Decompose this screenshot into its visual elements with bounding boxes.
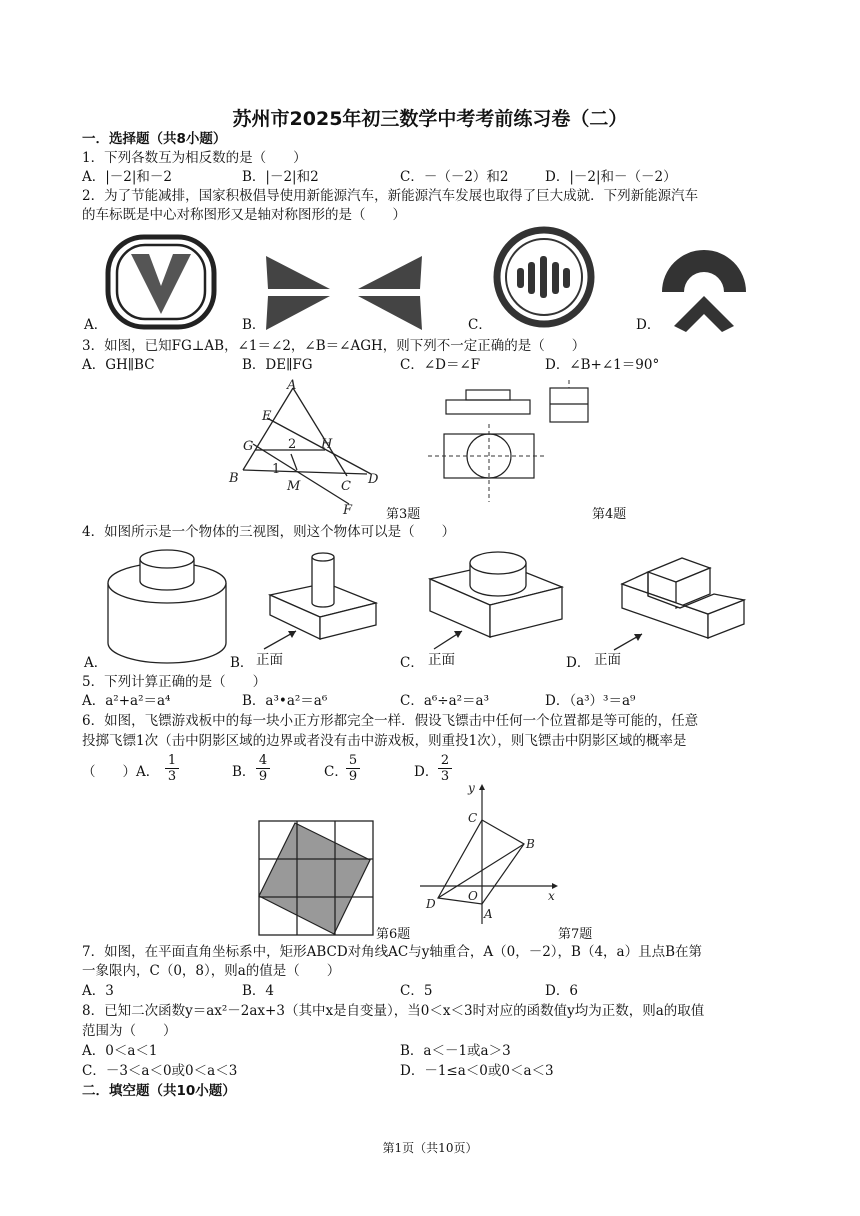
q8-option-a: A．0＜a＜1 xyxy=(82,1043,158,1059)
q3-point-a: A xyxy=(287,378,297,393)
q3-geometry-figure xyxy=(225,378,385,518)
q3-option-a: A．GH∥BC xyxy=(82,357,155,373)
q7-option-c: C．5 xyxy=(400,983,433,999)
q3-stem: 3．如图，已知FG⊥AB，∠1＝∠2，∠B＝∠AGH，则下列不一定正确的是（ ） xyxy=(82,338,586,354)
q8-option-d: D．－1≤a＜0或0＜a＜3 xyxy=(400,1063,554,1079)
q4-three-views xyxy=(428,378,598,498)
q5-option-a: A．a²+a²＝a⁴ xyxy=(82,693,171,709)
q3-point-g: G xyxy=(243,439,254,454)
q3-option-c: C．∠D＝∠F xyxy=(400,357,481,373)
q8-stem-line2: 范围为（ ） xyxy=(82,1023,177,1039)
q7-point-d: D xyxy=(426,897,436,911)
q4-option-b-figure xyxy=(260,545,380,655)
q2-label-a: A． xyxy=(84,317,108,333)
q3-point-f: F xyxy=(343,503,353,518)
q7-stem-line2: 一象限内，C（0，8），则a的值是（ ） xyxy=(82,963,341,979)
q2-logo-d xyxy=(660,248,748,332)
section-2-heading: 二．填空题（共10小题） xyxy=(82,1083,236,1099)
q7-axis-y-label: y xyxy=(468,781,475,795)
q6-d-numerator: 2 xyxy=(438,753,452,769)
q6-label-d: D． xyxy=(414,764,439,780)
q4-option-a-figure xyxy=(104,545,230,669)
q2-logo-a xyxy=(105,234,217,330)
q6-stem-line1: 6．如图，飞镖游戏板中的每一块小正方形都完全一样．假设飞镖击中任何一个位置都是等可能的，任意 xyxy=(82,713,699,729)
q1-option-b: B．|－2|和2 xyxy=(242,169,319,185)
q4-stem: 4．如图所示是一个物体的三视图，则这个物体可以是（ ） xyxy=(82,524,456,540)
q2-logo-c xyxy=(493,226,595,328)
q3-option-d: D．∠B+∠1＝90° xyxy=(545,357,660,373)
q7-coordinate-figure xyxy=(420,781,560,926)
q1-option-c: C．－（－2）和2 xyxy=(400,169,509,185)
q3-point-c: C xyxy=(341,479,351,494)
q3-point-e: E xyxy=(262,409,272,424)
q4-label-b: B． xyxy=(230,655,254,671)
q7-caption: 第7题 xyxy=(558,927,593,942)
q3-angle-2: 2 xyxy=(288,437,297,452)
q4-front-label-c: 正面 xyxy=(428,652,455,668)
q6-label-c: C． xyxy=(324,764,348,780)
q3-point-m: M xyxy=(287,479,301,494)
q6-c-denominator: 9 xyxy=(348,769,358,784)
q7-option-d: D．6 xyxy=(545,983,578,999)
q4-label-a: A． xyxy=(84,655,108,671)
q6-dartboard-figure xyxy=(258,820,374,936)
q6-option-d-fraction xyxy=(438,753,452,784)
q6-option-c-fraction xyxy=(346,753,360,784)
q2-label-b: B． xyxy=(242,317,266,333)
section-1-heading: 一．选择题（共8小题） xyxy=(82,131,227,147)
q6-b-denominator: 9 xyxy=(258,769,268,784)
q6-stem-line2: 投掷飞镖1次（击中阴影区域的边界或者没有击中游戏板，则重投1次），则飞镖击中阴影区域的概率是 xyxy=(82,733,687,749)
q6-caption: 第6题 xyxy=(376,927,411,942)
q1-option-d: D．|－2|和－（－2） xyxy=(545,169,677,185)
page-title: 苏州市2025年初三数学中考考前练习卷（二） xyxy=(232,108,628,130)
q3-option-b: B．DE∥FG xyxy=(242,357,313,373)
q6-d-denominator: 3 xyxy=(440,769,450,784)
q2-stem-line2: 的车标既是中心对称图形又是轴对称图形的是（ ） xyxy=(82,207,406,223)
q3-point-d: D xyxy=(368,472,379,487)
q4-option-d-figure xyxy=(618,552,748,656)
q7-point-b: B xyxy=(526,837,535,851)
q2-label-d: D． xyxy=(636,317,661,333)
q4-front-label-b: 正面 xyxy=(256,652,283,668)
q4-label-c: C． xyxy=(400,655,424,671)
q6-option-a-fraction xyxy=(165,753,179,784)
q3-point-h: H xyxy=(321,437,333,452)
q4-option-c-figure xyxy=(426,545,566,655)
q5-option-b: B．a³•a²＝a⁶ xyxy=(242,693,328,709)
q8-option-c: C．－3＜a＜0或0＜a＜3 xyxy=(82,1063,238,1079)
q6-b-numerator: 4 xyxy=(256,753,270,769)
q7-option-b: B．4 xyxy=(242,983,275,999)
q7-point-a: A xyxy=(484,907,493,921)
q5-option-d: D．（a³）³＝a⁹ xyxy=(545,693,636,709)
q3-point-b: B xyxy=(229,471,239,486)
q6-option-b-fraction xyxy=(256,753,270,784)
q4-caption: 第4题 xyxy=(592,507,627,522)
q3-caption: 第3题 xyxy=(386,507,421,522)
q7-option-a: A．3 xyxy=(82,983,114,999)
q6-a-numerator: 1 xyxy=(165,753,179,769)
q8-option-b: B．a＜－1或a＞3 xyxy=(400,1043,511,1059)
page-footer: 第1页（共10页） xyxy=(382,1141,478,1155)
q4-front-label-d: 正面 xyxy=(594,652,621,668)
q7-stem-line1: 7．如图，在平面直角坐标系中，矩形ABCD对角线AC与y轴重合，A（0，－2），B（4，a）且点B在第 xyxy=(82,944,703,960)
q6-label-b: B． xyxy=(232,764,256,780)
q6-paren-option-a: （ ）A． xyxy=(82,764,160,780)
q2-label-c: C． xyxy=(468,317,492,333)
q8-stem-line1: 8．已知二次函数y＝ax²－2ax+3（其中x是自变量），当0＜x＜3时对应的函数值y均为正数，则a的取值 xyxy=(82,1003,705,1019)
q5-option-c: C．a⁶÷a²＝a³ xyxy=(400,693,490,709)
q7-axis-x-label: x xyxy=(548,889,555,903)
q7-point-o: O xyxy=(468,889,478,903)
q1-stem: 1．下列各数互为相反数的是（ ） xyxy=(82,150,307,166)
q4-label-d: D． xyxy=(566,655,591,671)
q6-a-denominator: 3 xyxy=(167,769,177,784)
q2-logo-b xyxy=(266,256,422,330)
q1-option-a: A．|－2|和－2 xyxy=(82,169,173,185)
q7-point-c: C xyxy=(468,811,478,825)
q5-stem: 5．下列计算正确的是（ ） xyxy=(82,674,267,690)
q2-stem-line1: 2．为了节能减排，国家积极倡导使用新能源汽车，新能源汽车发展也取得了巨大成就．下列新能源汽车 xyxy=(82,188,699,204)
q3-angle-1: 1 xyxy=(272,462,281,477)
q6-c-numerator: 5 xyxy=(346,753,360,769)
